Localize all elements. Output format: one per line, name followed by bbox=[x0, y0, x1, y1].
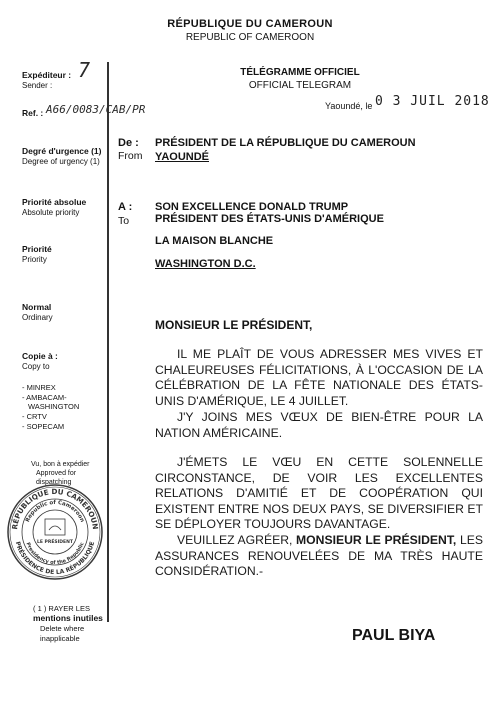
paragraph-4 bbox=[155, 533, 483, 580]
from-label-en: From bbox=[118, 150, 143, 162]
telegram-title-en: OFFICIAL TELEGRAM bbox=[248, 80, 352, 91]
delete-note-en1: Delete where bbox=[40, 624, 85, 633]
urgency-label-en: Degree of urgency (1) bbox=[22, 157, 100, 166]
seal-emblem-shield bbox=[45, 519, 65, 535]
delete-note-en2: inapplicable bbox=[40, 634, 80, 643]
sender-handwritten: 7 bbox=[78, 58, 91, 82]
copy-item: - SOPECAM bbox=[22, 422, 65, 431]
recipient-line3: LA MAISON BLANCHE bbox=[155, 235, 274, 247]
from-label-fr: De : bbox=[118, 137, 139, 149]
ref-handwritten: A66/0083/CAB/PR bbox=[46, 103, 146, 116]
to-label-fr: A : bbox=[118, 201, 133, 213]
copy-item: - MINREX bbox=[22, 383, 56, 392]
ref-label: Ref. : bbox=[22, 108, 44, 118]
copy-label-en: Copy to bbox=[22, 362, 50, 371]
delete-note-fr2: mentions inutiles bbox=[33, 613, 103, 623]
urgency-label-fr: Degré d'urgence (1) bbox=[22, 146, 102, 156]
closing-part-a: VEUILLEZ AGRÉER, bbox=[177, 533, 293, 547]
recipient-line4: WASHINGTON D.C. bbox=[155, 258, 256, 270]
republic-title-fr: RÉPUBLIQUE DU CAMEROUN bbox=[167, 18, 333, 30]
copy-label-fr: Copie à : bbox=[22, 351, 58, 361]
date-prefix: Yaoundé, le bbox=[325, 101, 373, 111]
republic-title-en: REPUBLIC OF CAMEROON bbox=[185, 32, 315, 43]
sender-label-en: Sender : bbox=[22, 81, 53, 90]
seal-center-text: LE PRÉSIDENT bbox=[37, 540, 73, 545]
copy-item: - CRTV bbox=[22, 412, 47, 421]
absolute-priority-en: Absolute priority bbox=[22, 208, 80, 217]
seal-outer-bottom-text: PRÉSIDENCE DE LA RÉPUBLIQUE bbox=[13, 540, 97, 577]
from-sender: PRÉSIDENT DE LA RÉPUBLIQUE DU CAMEROUN bbox=[155, 137, 416, 149]
svg-text:Republic of Cameroon bbox=[25, 500, 85, 523]
paragraph-2: J'Y JOINS MES VŒUX DE BIEN-ÊTRE POUR LA NATION AMÉRICAINE. bbox=[155, 410, 483, 440]
priority-en: Priority bbox=[22, 255, 47, 264]
salutation: MONSIEUR LE PRÉSIDENT, bbox=[155, 318, 313, 332]
priority-fr: Priorité bbox=[22, 244, 52, 254]
closing-part-c: LES ASSURANCES RENOUVELÉES DE MA TRÈS HAUTE CONSIDÉRATION.- bbox=[155, 533, 484, 578]
approved-label-en2: dispatching bbox=[36, 479, 72, 486]
delete-note-fr1: ( 1 ) RAYER LES bbox=[33, 604, 90, 613]
approved-label-fr: Vu, bon à expédier bbox=[31, 461, 90, 468]
paragraph-3: J'ÉMETS LE VŒU EN CETTE SOLENNELLE CIRCONSTANCE, DE VOIR LES EXCELLENTES RELATIONS D'AMITIÉ ET DE COOPÉRATION QUI EXISTENT ENTRE NOS DEUX PAYS, SE DIVERSIFIER ET SE DÉPLOYER TOUJOURS DAVANTAGE. bbox=[155, 455, 483, 531]
seal-inner-bottom-text: Presidency of the Republic bbox=[24, 541, 86, 567]
column-divider bbox=[107, 62, 109, 622]
normal-fr: Normal bbox=[22, 302, 52, 312]
to-label-en: To bbox=[118, 215, 130, 227]
date-stamp: 0 3 JUIL 2018 bbox=[375, 94, 490, 109]
signature: PAUL BIYA bbox=[352, 627, 436, 644]
closing-part-b: MONSIEUR LE PRÉSIDENT, bbox=[296, 533, 457, 547]
recipient-line2: PRÉSIDENT DES ÉTATS-UNIS D'AMÉRIQUE bbox=[155, 213, 384, 225]
from-city: YAOUNDÉ bbox=[155, 151, 209, 163]
sender-label-fr: Expéditeur : bbox=[22, 70, 72, 80]
approved-label-en1: Approved for bbox=[36, 470, 77, 477]
copy-item: WASHINGTON bbox=[28, 402, 80, 411]
normal-en: Ordinary bbox=[22, 313, 53, 322]
seal-outer-top-text: RÉPUBLIQUE DU CAMEROUN bbox=[10, 486, 100, 530]
presidential-seal bbox=[5, 482, 105, 582]
telegram-title-fr: TÉLÉGRAMME OFFICIEL bbox=[240, 67, 360, 78]
copy-item: - AMBACAM- bbox=[22, 393, 67, 402]
recipient-line1: SON EXCELLENCE DONALD TRUMP bbox=[155, 201, 349, 213]
paragraph-1: IL ME PLAÎT DE VOUS ADRESSER MES VIVES ET CHALEUREUSES FÉLICITATIONS, À L'OCCASION DE LA CÉLÉBRATION DE LA FÊTE NATIONALE DES ÉTATS-UNIS D'AMÉRIQUE, LE 4 JUILLET. bbox=[155, 347, 483, 408]
seal-inner-top-text: Republic of Cameroon bbox=[24, 499, 86, 524]
absolute-priority-fr: Priorité absolue bbox=[22, 197, 87, 207]
